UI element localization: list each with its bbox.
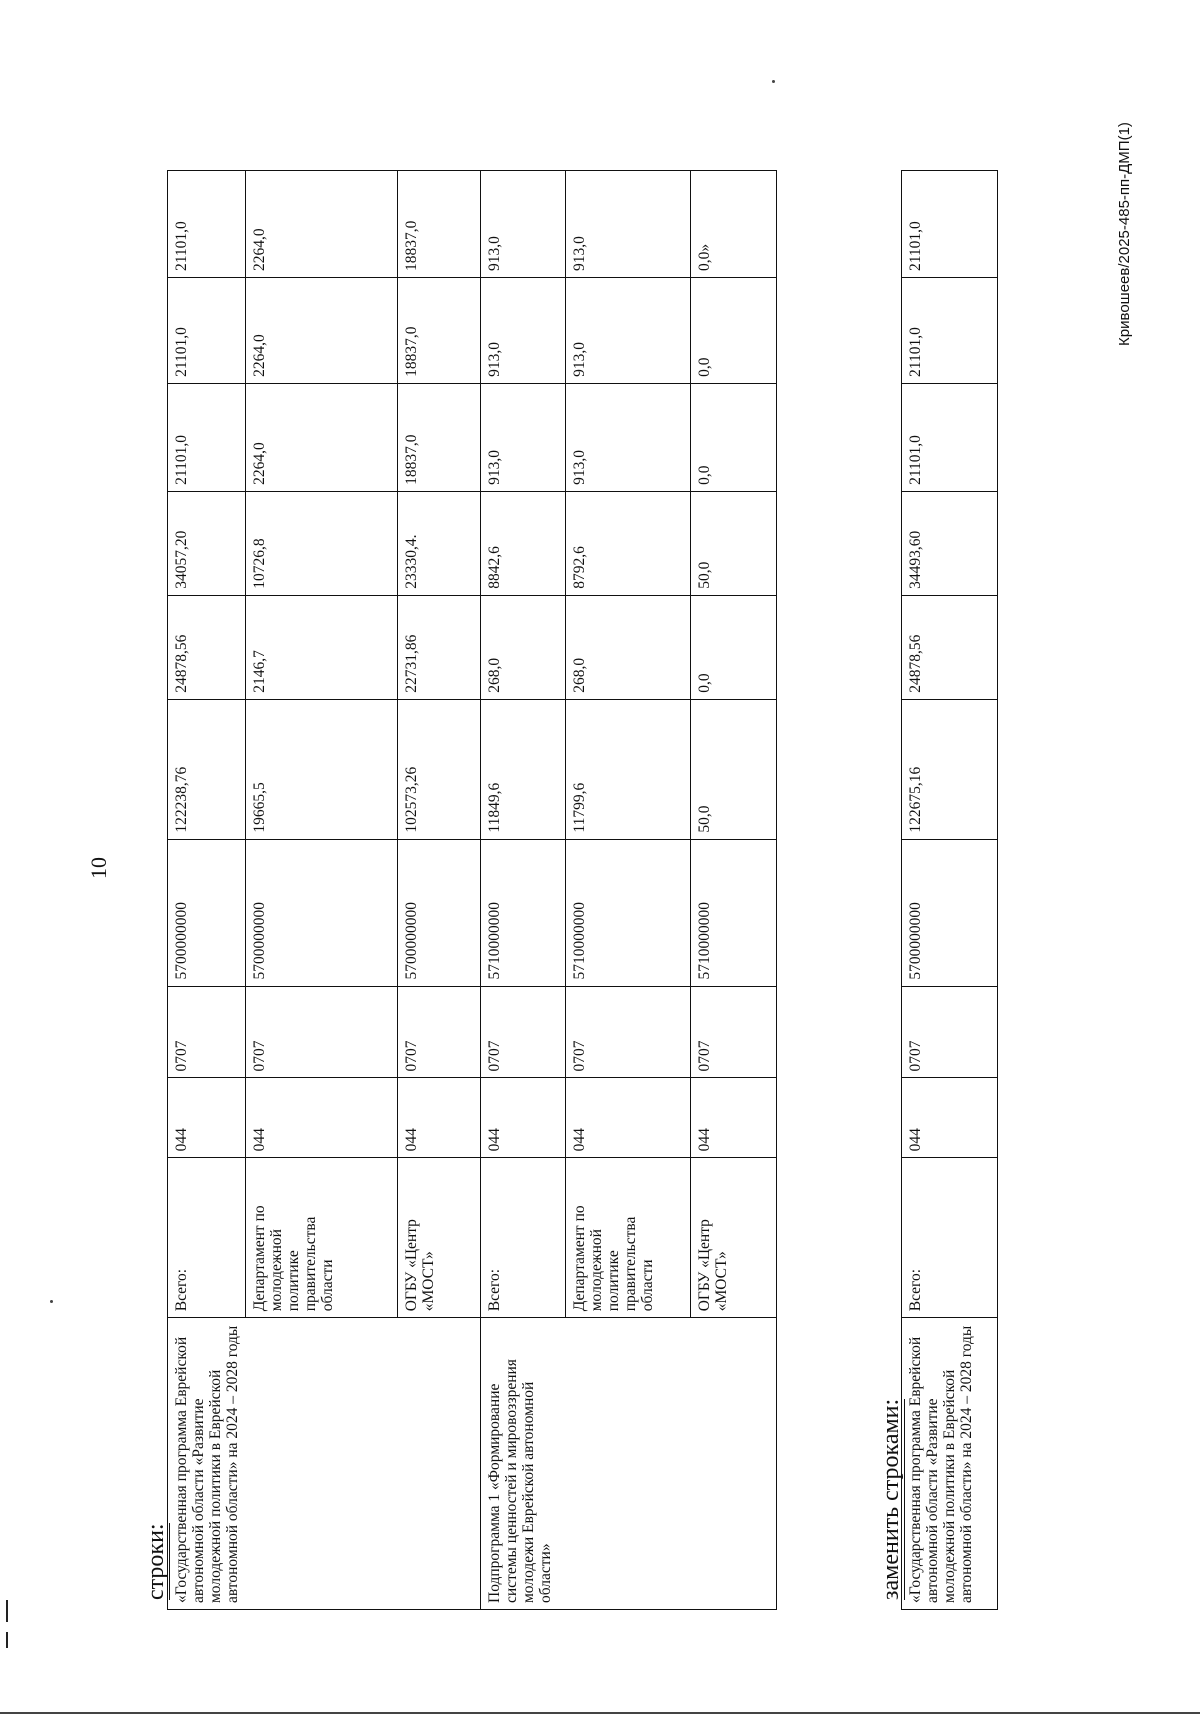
rzpr-cell: 0707 — [691, 986, 777, 1078]
scan-speck — [772, 80, 775, 83]
table-row — [168, 171, 246, 1610]
funding-value-cell: 102573,26 — [398, 699, 481, 839]
csr-cell: 5710000000 — [566, 839, 691, 986]
page-edge — [0, 1712, 1200, 1714]
table-row — [902, 171, 998, 1610]
funding-value-cell: 2264,0 — [246, 171, 398, 278]
funding-value-cell: 18837,0 — [398, 278, 481, 384]
funding-value-cell: 913,0 — [481, 171, 566, 278]
funding-value-cell: 8842,6 — [481, 491, 566, 595]
funding-value-cell: 23330,4. — [398, 491, 481, 595]
executor-cell: Всего: — [168, 1158, 246, 1318]
csr-cell: 5710000000 — [481, 839, 566, 986]
executor-cell: Департамент по молодежной политике правительства области — [566, 1158, 691, 1318]
funding-value-cell: 22731,86 — [398, 595, 481, 699]
executor-cell: Всего: — [481, 1158, 566, 1318]
grbs-cell: 044 — [168, 1078, 246, 1158]
scan-speck — [50, 1300, 53, 1303]
funding-value-cell: 21101,0 — [902, 171, 998, 278]
funding-value-cell: 913,0 — [566, 171, 691, 278]
rzpr-cell: 0707 — [168, 986, 246, 1078]
funding-value-cell: 50,0 — [691, 491, 777, 595]
funding-value-cell: 122675,16 — [902, 699, 998, 839]
funding-value-cell: 21101,0 — [168, 383, 246, 491]
funding-value-cell: 18837,0 — [398, 171, 481, 278]
csr-cell: 5700000000 — [168, 839, 246, 986]
executor-cell: Департамент по молодежной политике правительства области — [246, 1158, 398, 1318]
rzpr-cell: 0707 — [566, 986, 691, 1078]
funding-value-cell: 19665,5 — [246, 699, 398, 839]
csr-cell: 5710000000 — [691, 839, 777, 986]
funding-value-cell: 21101,0 — [902, 383, 998, 491]
rzpr-cell: 0707 — [902, 986, 998, 1078]
funding-value-cell: 24878,56 — [168, 595, 246, 699]
executor-cell: Всего: — [902, 1158, 998, 1318]
rotated-content — [143, 170, 1023, 1610]
funding-value-cell: 913,0 — [566, 278, 691, 384]
funding-value-cell: 913,0 — [566, 383, 691, 491]
section-heading-after: заменить строками: — [878, 1398, 904, 1600]
program-name-cell: «Государственная программа Еврейской автономной области «Развитие молодежной политики в Еврейской автономной области» на 2024 – 2028 годы — [168, 1318, 481, 1610]
executor-cell: ОГБУ «Центр «МОСТ» — [398, 1158, 481, 1318]
grbs-cell: 044 — [398, 1078, 481, 1158]
funding-value-cell: 21101,0 — [168, 171, 246, 278]
funding-value-cell: 34493,60 — [902, 491, 998, 595]
csr-cell: 5700000000 — [902, 839, 998, 986]
funding-value-cell: 2146,7 — [246, 595, 398, 699]
funding-value-cell: 50,0 — [691, 699, 777, 839]
table-row — [481, 171, 566, 1610]
funding-value-cell: 0,0 — [691, 383, 777, 491]
section-heading-before: строки: — [143, 1523, 169, 1600]
funding-value-cell: 21101,0 — [902, 278, 998, 384]
grbs-cell: 044 — [566, 1078, 691, 1158]
funding-value-cell: 122238,76 — [168, 699, 246, 839]
funding-value-cell: 913,0 — [481, 278, 566, 384]
funding-value-cell: 18837,0 — [398, 383, 481, 491]
document-code: Кривошеев/2025-485-пп-ДМП(1) — [1116, 122, 1133, 346]
funding-value-cell: 24878,56 — [902, 595, 998, 699]
table-after — [901, 170, 998, 1610]
csr-cell: 5700000000 — [398, 839, 481, 986]
program-name-cell: Подпрограмма 1 «Формирование системы ценностей и мировоззрения молодежи Еврейской автономной области» — [481, 1318, 777, 1610]
funding-value-cell: 0,0 — [691, 278, 777, 384]
margin-mark — [6, 1600, 8, 1622]
margin-mark — [6, 1632, 8, 1648]
funding-value-cell: 11849,6 — [481, 699, 566, 839]
funding-value-cell: 0,0» — [691, 171, 777, 278]
funding-value-cell: 8792,6 — [566, 491, 691, 595]
rzpr-cell: 0707 — [246, 986, 398, 1078]
page-number: 10 — [86, 857, 111, 879]
csr-cell: 5700000000 — [246, 839, 398, 986]
funding-value-cell: 21101,0 — [168, 278, 246, 384]
grbs-cell: 044 — [481, 1078, 566, 1158]
funding-value-cell: 2264,0 — [246, 383, 398, 491]
executor-cell: ОГБУ «Центр «МОСТ» — [691, 1158, 777, 1318]
rzpr-cell: 0707 — [398, 986, 481, 1078]
grbs-cell: 044 — [246, 1078, 398, 1158]
funding-value-cell: 2264,0 — [246, 278, 398, 384]
funding-value-cell: 268,0 — [481, 595, 566, 699]
funding-value-cell: 268,0 — [566, 595, 691, 699]
funding-value-cell: 10726,8 — [246, 491, 398, 595]
funding-value-cell: 913,0 — [481, 383, 566, 491]
rzpr-cell: 0707 — [481, 986, 566, 1078]
table-before — [167, 170, 777, 1610]
funding-value-cell: 0,0 — [691, 595, 777, 699]
funding-value-cell: 34057,20 — [168, 491, 246, 595]
funding-value-cell: 11799,6 — [566, 699, 691, 839]
grbs-cell: 044 — [902, 1078, 998, 1158]
grbs-cell: 044 — [691, 1078, 777, 1158]
program-name-cell: «Государственная программа Еврейской автономной области «Развитие молодежной политики в Еврейской автономной области» на 2024 – 2028 годы — [902, 1318, 998, 1610]
